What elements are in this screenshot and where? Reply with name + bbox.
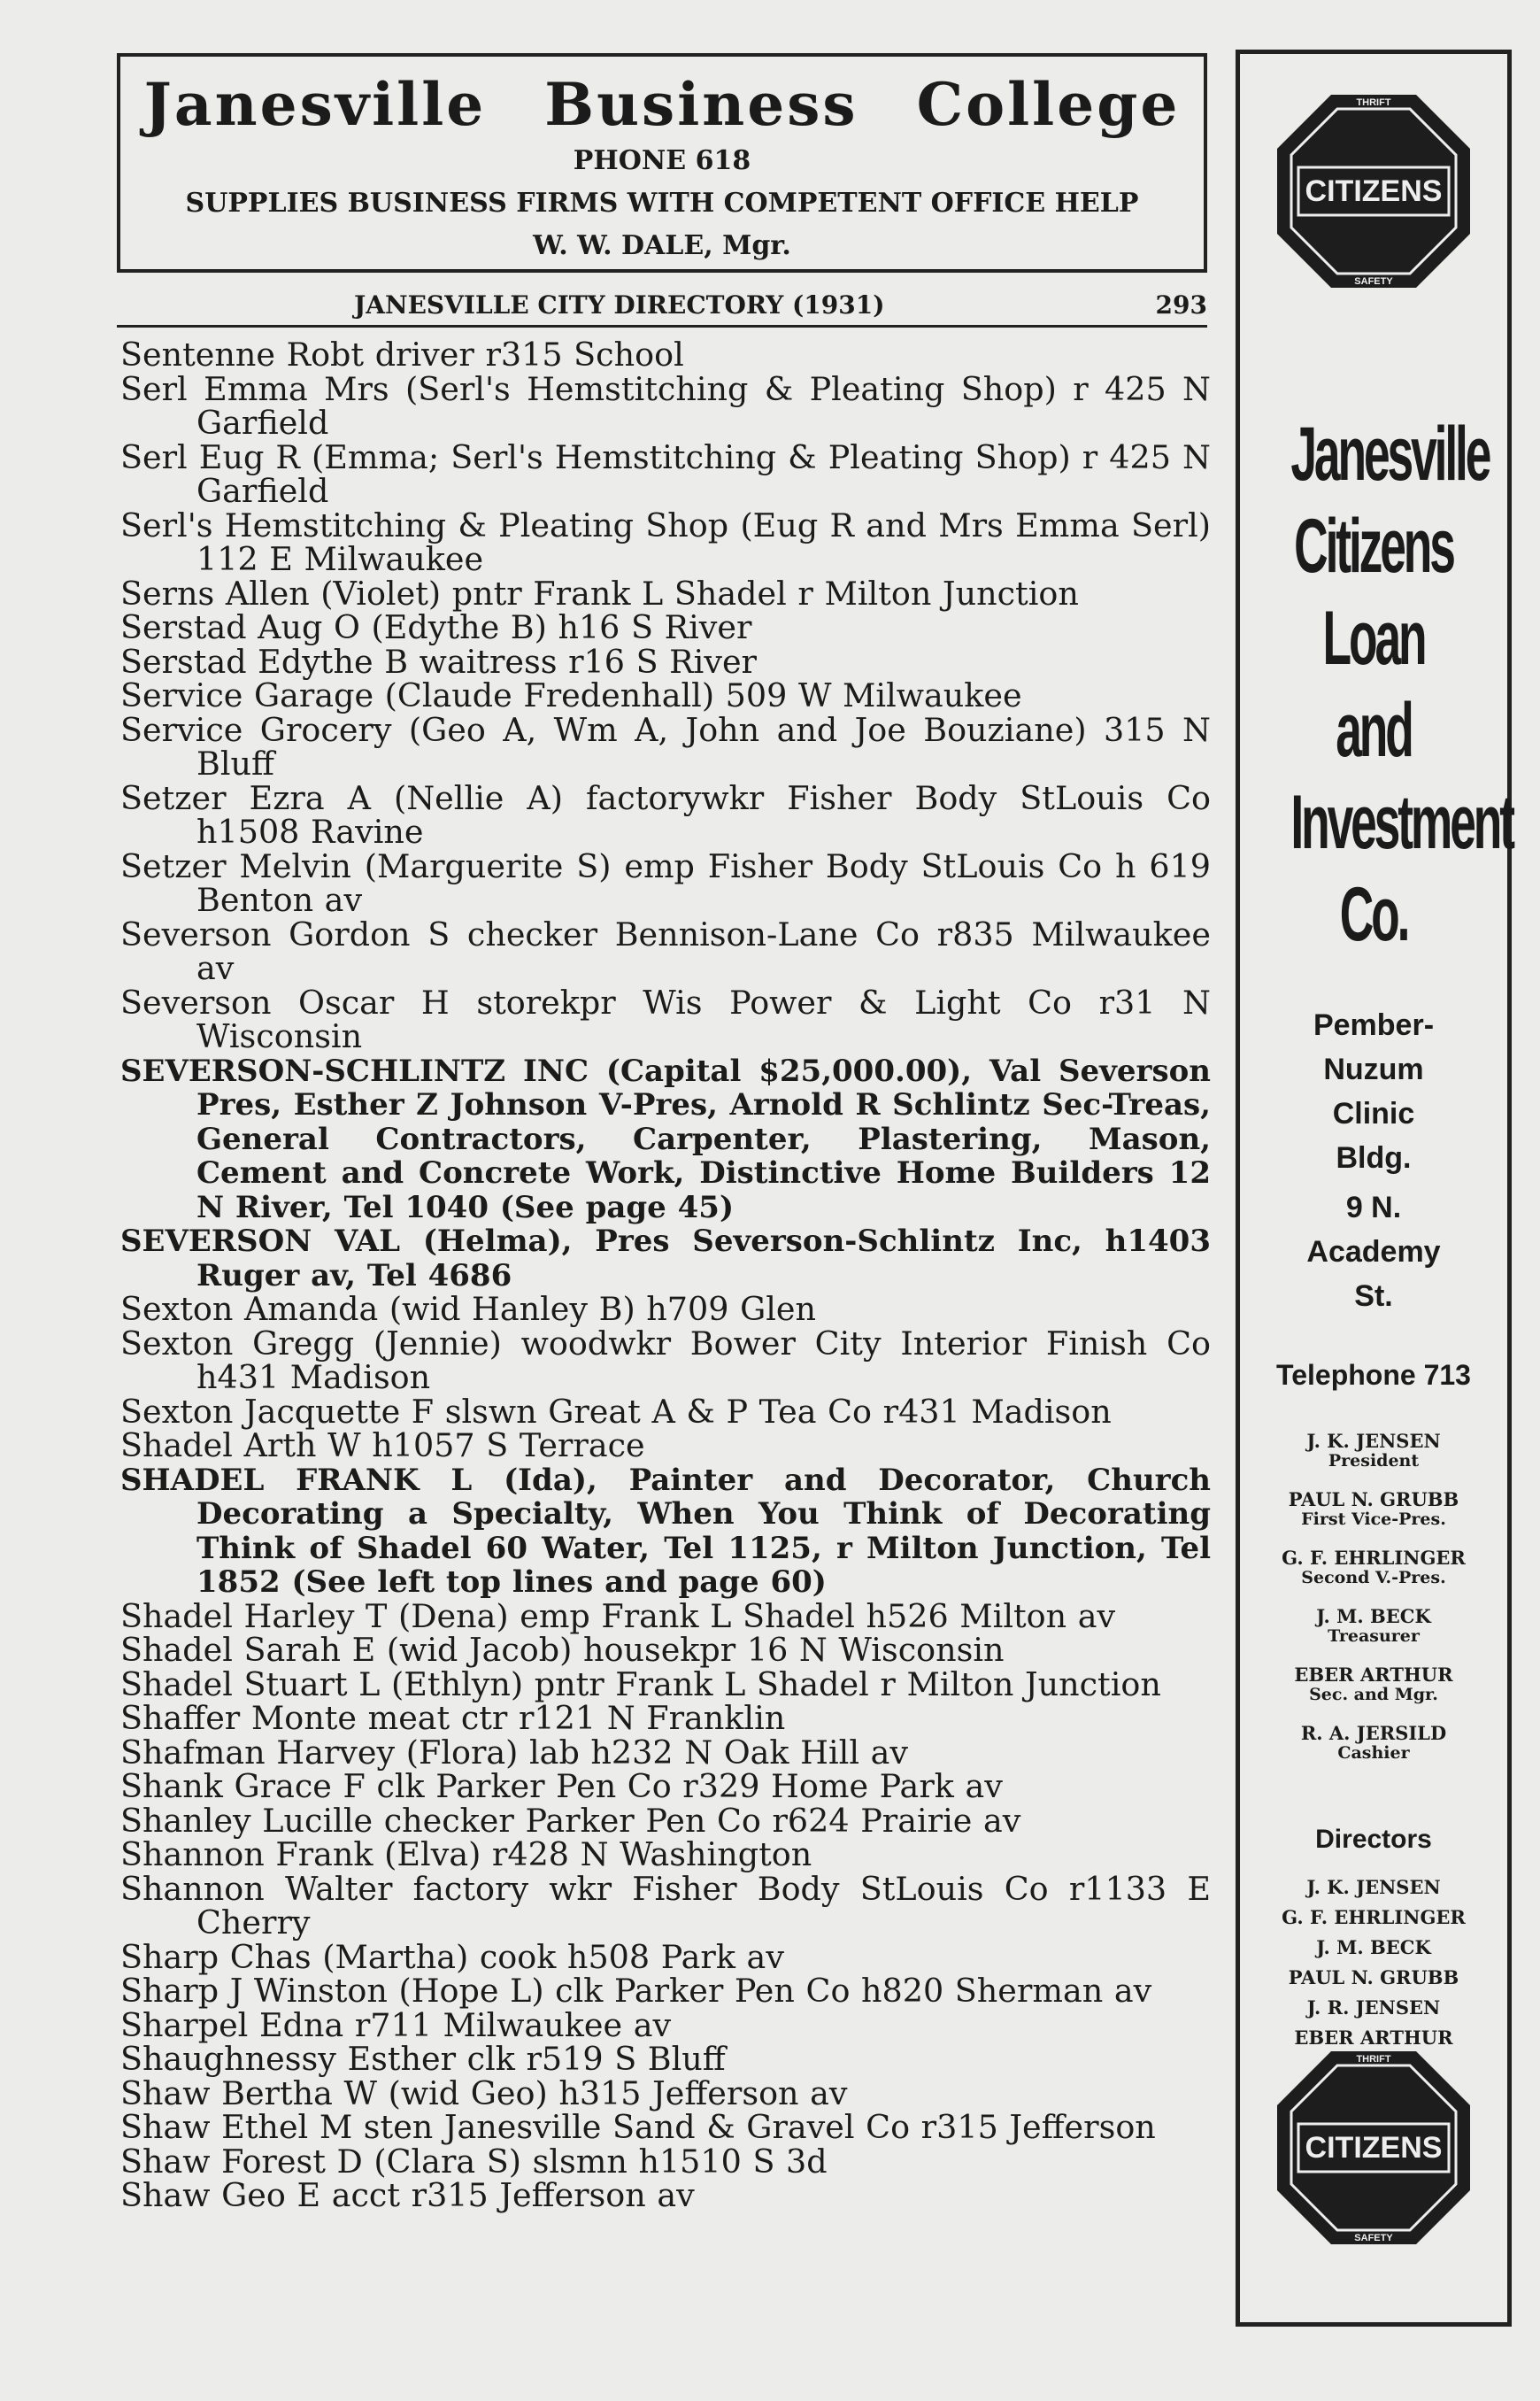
directory-entry: Shaffer Monte meat ctr r121 N Franklin: [120, 1699, 786, 1737]
company-name-line-4: and: [1336, 688, 1412, 773]
address-line-7: St.: [1354, 1279, 1393, 1313]
directory-entry: Serstad Aug O (Edythe B) h16 S River: [120, 608, 752, 646]
company-address: [1240, 1003, 1507, 1318]
directory-entry: Service Grocery (Geo A, Wm A, John and Joe Bouziane) 315 N Bluff: [120, 710, 1211, 783]
officer-name: PAUL N. GRUBB: [1288, 1488, 1459, 1510]
ad-title: [120, 69, 1204, 140]
directory-entry: Shaughnessy Esther clk r519 S Bluff: [120, 2040, 726, 2078]
address-line-4: Bldg.: [1336, 1141, 1412, 1175]
officer-item: [1240, 1432, 1507, 1471]
directory-entry: Sentenne Robt driver r315 School: [120, 338, 684, 374]
badge-top-thrift-text: THRIFT: [1356, 97, 1391, 108]
badge-bottom-center-text: CITIZENS: [1305, 2131, 1443, 2165]
directory-entry: Severson Gordon S checker Bennison-Lane Co r835 Milwaukee av: [120, 915, 1211, 987]
directory-listings: [120, 338, 1211, 2339]
director-name: J. R. JENSEN: [1306, 1996, 1441, 2019]
badge-bottom-thrift-text: THRIFT: [1356, 2054, 1391, 2065]
officer-item: [1240, 1724, 1507, 1763]
director-name: G. F. EHRLINGER: [1282, 1906, 1466, 1928]
directory-entry: Shaw Geo E acct r315 Jefferson av: [120, 2176, 695, 2214]
director-name: J. K. JENSEN: [1306, 1876, 1441, 1898]
address-line-5: 9 N.: [1345, 1191, 1402, 1224]
directory-entry: Setzer Melvin (Marguerite S) emp Fisher Body StLouis Co h 619 Benton av: [120, 846, 1211, 919]
company-name-line-1: Janesville: [1290, 412, 1490, 497]
officer-role: First Vice-Pres.: [1301, 1509, 1446, 1529]
directors-list: [1240, 1872, 1507, 2053]
directory-entry: Severson Oscar H storekpr Wis Power & Light Co r31 N Wisconsin: [120, 983, 1211, 1055]
directory-entry: Shank Grace F clk Parker Pen Co r329 Home Park av: [120, 1767, 1003, 1805]
directory-title: JANESVILLE CITY DIRECTORY (1931): [354, 290, 885, 320]
citizens-badge-top: [1272, 89, 1475, 293]
directory-entry: Shadel Arth W h1057 S Terrace: [120, 1426, 645, 1464]
officer-item: [1240, 1548, 1507, 1587]
company-name-line-6: Co.: [1339, 872, 1408, 957]
officer-item: [1240, 1490, 1507, 1529]
ad-title-word-2: Business: [544, 70, 859, 139]
directory-entry: SEVERSON-SCHLINTZ INC (Capital $25,000.00), Val Severson Pres, Esther Z Johnson V-Pres, Arnold R Schlintz Sec-Treas, General Contractors, Carpenter, Plastering, Mason, Cement and Concrete Work, Distinctive Home Builders 12 N River, Tel 1040 (See page 45): [120, 1053, 1211, 1225]
directory-entry: Shadel Harley T (Dena) emp Frank L Shadel h526 Milton av: [120, 1596, 1116, 1635]
company-name-line-2: Citizens: [1294, 504, 1453, 589]
address-line-2: Nuzum: [1323, 1053, 1424, 1086]
directory-entry: Sharpel Edna r711 Milwaukee av: [120, 2005, 672, 2044]
ad-manager: W. W. DALE, Mgr.: [533, 230, 791, 261]
directory-entry: Shannon Walter factory wkr Fisher Body StLouis Co r1133 E Cherry: [120, 1869, 1211, 1942]
directory-entry: Shaw Bertha W (wid Geo) h315 Jefferson av: [120, 2073, 848, 2112]
directory-entry: Serl's Hemstitching & Pleating Shop (Eug R and Mrs Emma Serl) 112 E Milwaukee: [120, 506, 1211, 578]
officer-name: G. F. EHRLINGER: [1282, 1547, 1466, 1569]
company-name-line-5: Investment: [1290, 780, 1513, 865]
officer-name: R. A. JERSILD: [1300, 1722, 1447, 1744]
officer-role: Second V.-Pres.: [1301, 1568, 1446, 1587]
directors-title: Directors: [1315, 1825, 1432, 1854]
directory-entry: SEVERSON VAL (Helma), Pres Severson-Schlintz Inc, h1403 Ruger av, Tel 4686: [120, 1224, 1211, 1293]
directory-entry: Service Garage (Claude Fredenhall) 509 W Milwaukee: [120, 676, 1022, 714]
officer-name: J. K. JENSEN: [1306, 1430, 1441, 1452]
ad-phone: PHONE 618: [573, 145, 751, 176]
directory-entry: Shaw Forest D (Clara S) slsmn h1510 S 3d: [120, 2142, 828, 2181]
directory-entry: Sharp Chas (Martha) cook h508 Park av: [120, 1937, 784, 1976]
officers-list: [1240, 1432, 1507, 1782]
address-line-1: Pember-: [1313, 1008, 1435, 1042]
company-name-line-3: Loan: [1322, 596, 1425, 681]
directory-entry: Serl Eug R (Emma; Serl's Hemstitching & Pleating Shop) r 425 N Garfield: [120, 437, 1211, 510]
directory-entry: Sharp J Winston (Hope L) clk Parker Pen Co h820 Sherman av: [120, 1972, 1152, 2010]
officer-role: Sec. and Mgr.: [1309, 1685, 1438, 1704]
directory-entry: Shadel Stuart L (Ethlyn) pntr Frank L Shadel r Milton Junction: [120, 1664, 1161, 1703]
director-name: PAUL N. GRUBB: [1288, 1966, 1459, 1988]
page-header: [117, 289, 1207, 328]
directory-entry: Shadel Sarah E (wid Jacob) housekpr 16 N Wisconsin: [120, 1631, 1005, 1669]
directory-entry: Shanley Lucille checker Parker Pen Co r624 Prairie av: [120, 1801, 1021, 1840]
directory-entry: Sexton Gregg (Jennie) woodwkr Bower City Interior Finish Co h431 Madison: [120, 1324, 1211, 1396]
officer-item: [1240, 1607, 1507, 1646]
badge-top-center-text: CITIZENS: [1305, 174, 1443, 208]
address-line-6: Academy: [1306, 1235, 1441, 1269]
officer-name: J. M. BECK: [1316, 1605, 1431, 1627]
directory-entry: Sexton Amanda (wid Hanley B) h709 Glen: [120, 1290, 817, 1328]
director-name: J. M. BECK: [1316, 1936, 1431, 1958]
officer-name: EBER ARTHUR: [1294, 1664, 1453, 1686]
officer-role: President: [1328, 1451, 1420, 1471]
badge-bottom-safety-text: SAFETY: [1354, 2233, 1393, 2243]
directory-entry: SHADEL FRANK L (Ida), Painter and Decorator, Church Decorating a Specialty, When You Think of Decorating Think of Shadel 60 Water, Tel 1125, r Milton Junction, Tel 1852 (See left top lines and page 60): [120, 1462, 1211, 1600]
business-college-ad: [117, 53, 1207, 273]
directory-entry: Serns Allen (Violet) pntr Frank L Shadel r Milton Junction: [120, 574, 1079, 613]
directory-entry: Serl Emma Mrs (Serl's Hemstitching & Pleating Shop) r 425 N Garfield: [120, 369, 1211, 442]
citizens-badge-bottom: [1272, 2046, 1475, 2250]
page-number: 293: [1155, 290, 1207, 320]
directory-entry: Shaw Ethel M sten Janesville Sand & Gravel Co r315 Jefferson: [120, 2108, 1156, 2146]
directory-entry: Setzer Ezra A (Nellie A) factorywkr Fisher Body StLouis Co h1508 Ravine: [120, 778, 1211, 851]
ad-tagline: SUPPLIES BUSINESS FIRMS WITH COMPETENT OFFICE HELP: [185, 188, 1139, 219]
company-telephone: Telephone 713: [1276, 1359, 1471, 1391]
officer-role: Cashier: [1337, 1743, 1410, 1763]
director-name: EBER ARTHUR: [1294, 2027, 1453, 2049]
ad-title-word-3: College: [916, 70, 1181, 139]
directory-entry: Sexton Jacquette F slswn Great A & P Tea Co r431 Madison: [120, 1392, 1112, 1431]
directory-entry: Shannon Frank (Elva) r428 N Washington: [120, 1835, 812, 1873]
loan-company-ad: [1236, 50, 1512, 2327]
directory-entry: Shafman Harvey (Flora) lab h232 N Oak Hill av: [120, 1733, 908, 1772]
address-line-3: Clinic: [1332, 1097, 1415, 1131]
company-name: [1240, 408, 1513, 961]
badge-top-safety-text: SAFETY: [1354, 276, 1393, 287]
officer-item: [1240, 1665, 1507, 1704]
officer-role: Treasurer: [1328, 1626, 1420, 1646]
ad-title-word-1: Janesville: [143, 70, 487, 139]
directory-entry: Serstad Edythe B waitress r16 S River: [120, 642, 757, 681]
